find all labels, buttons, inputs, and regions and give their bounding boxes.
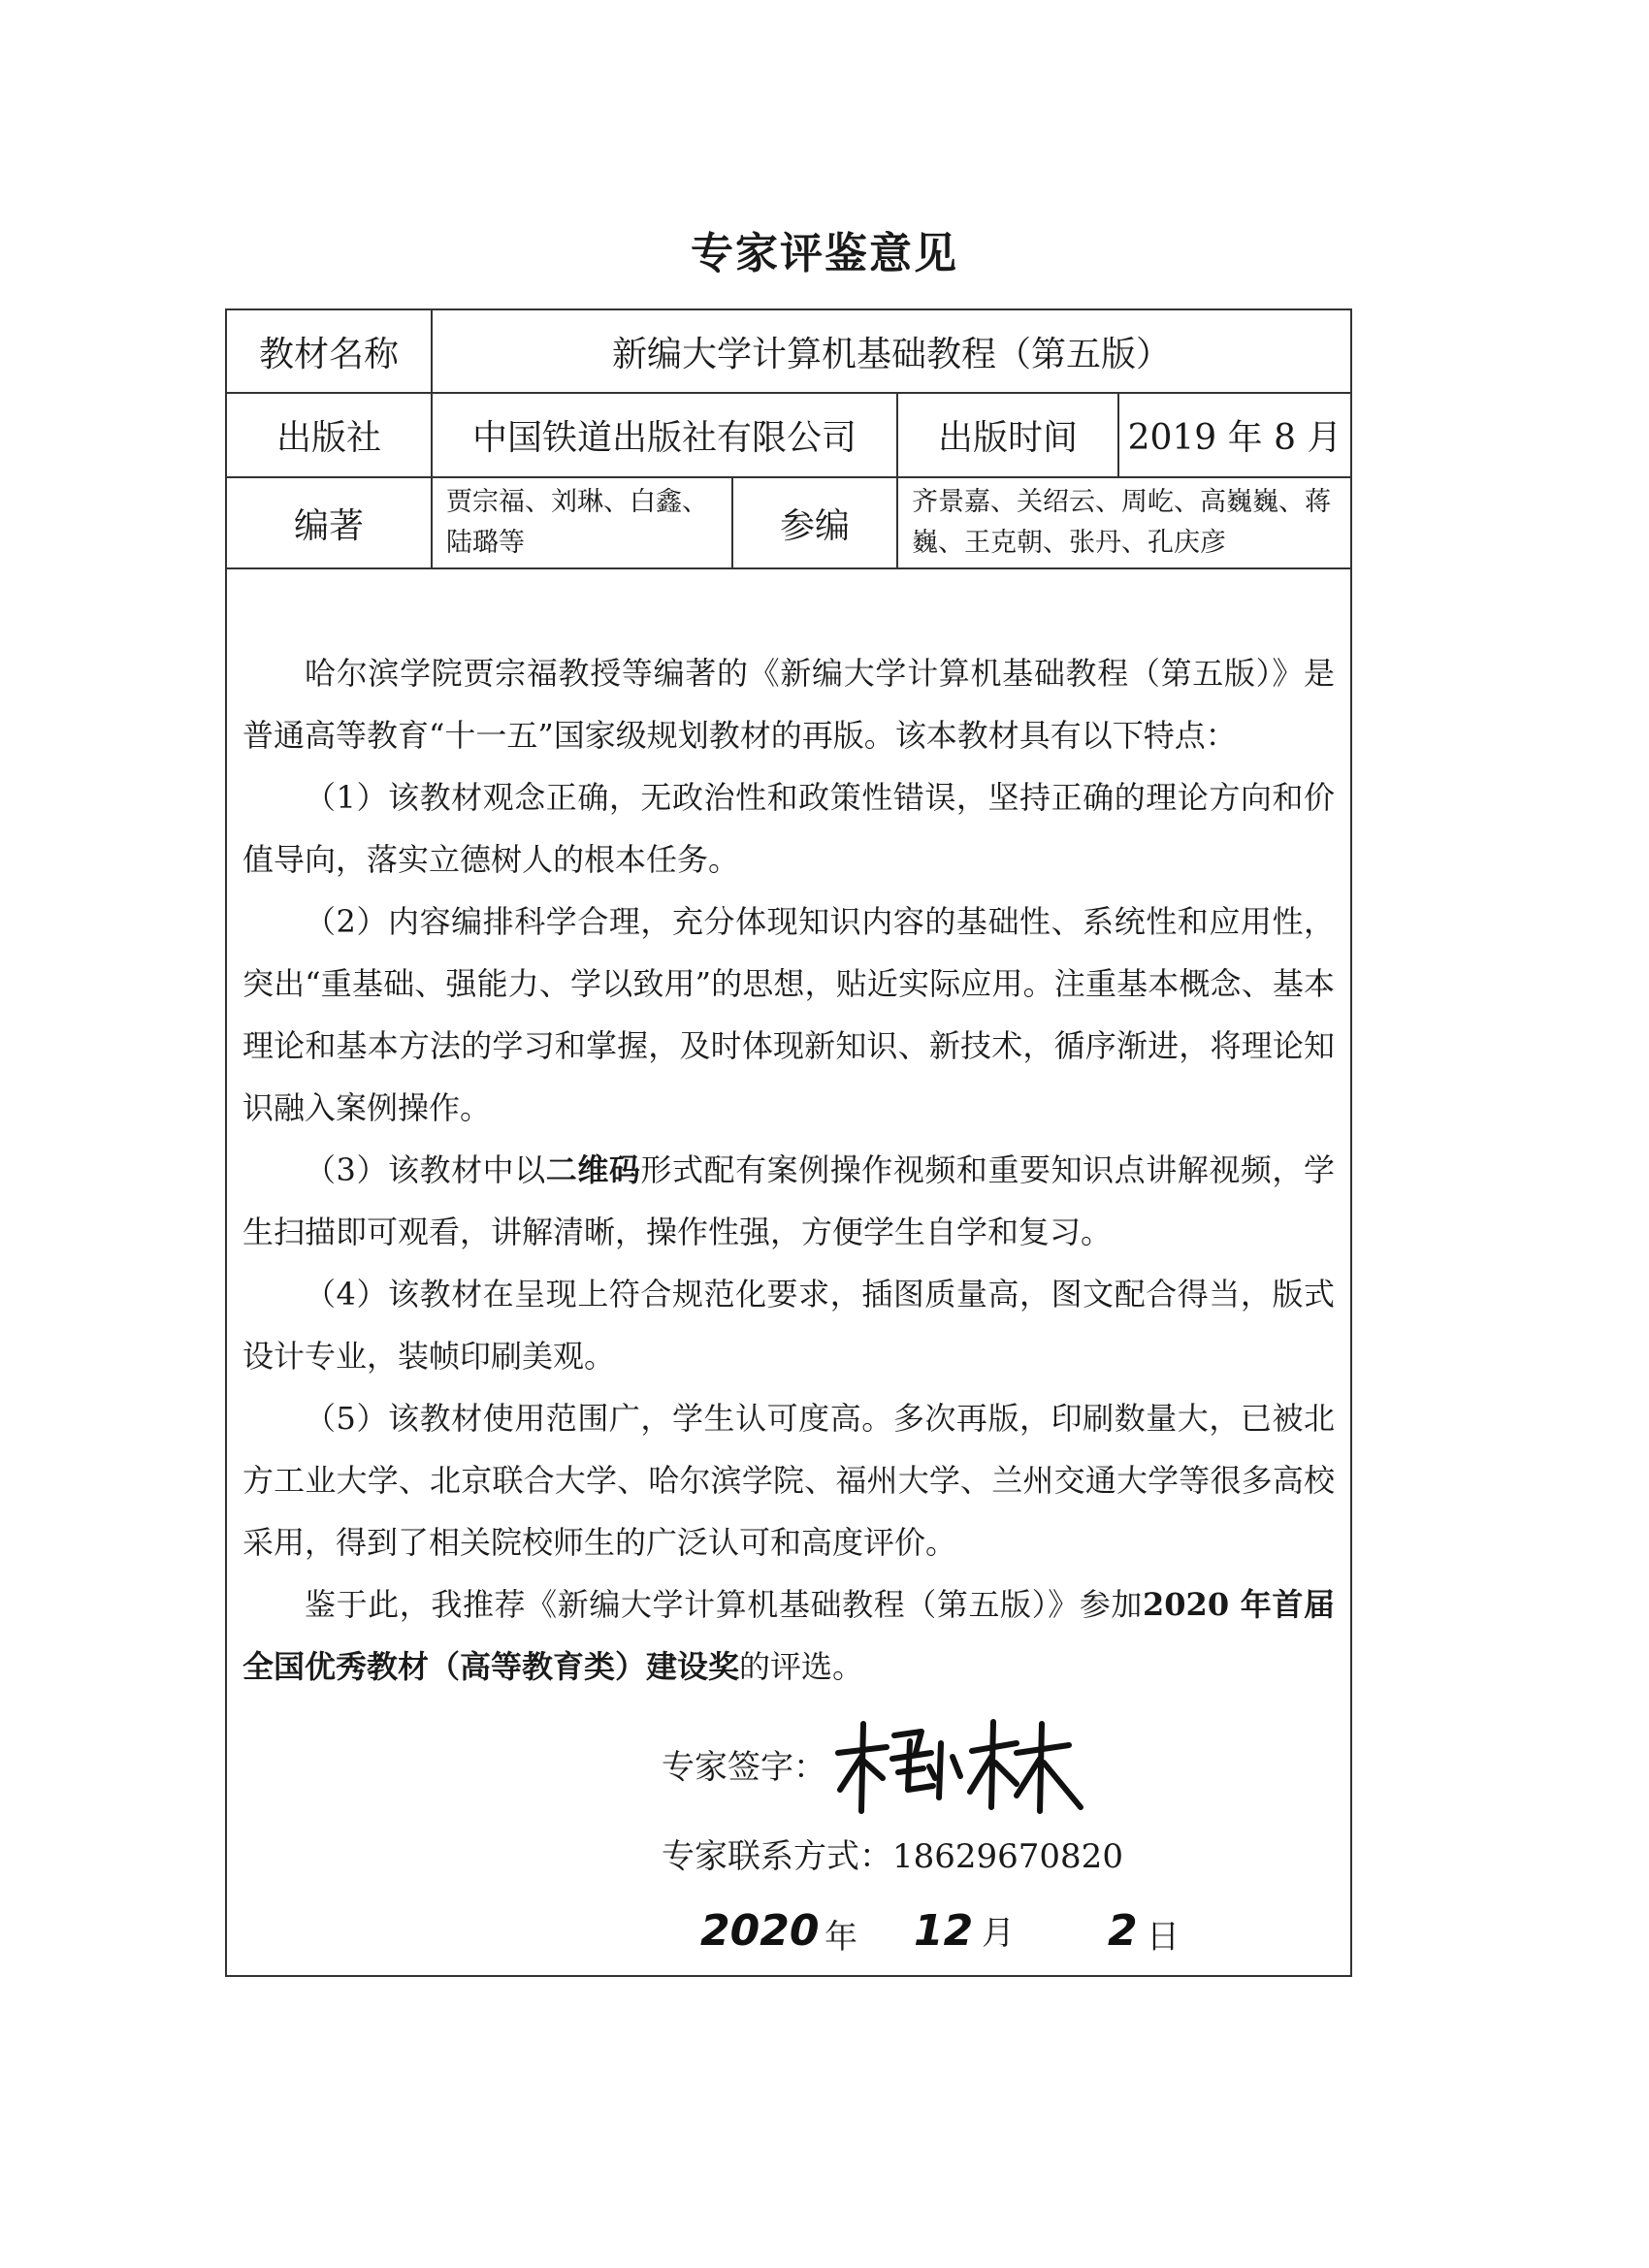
pubdate-value: 2019 年 8 月 [1118, 393, 1351, 477]
editors-value: 贾宗福、刘琳、白鑫、陆璐等 [432, 477, 732, 568]
textbook-name-label: 教材名称 [226, 309, 432, 393]
conclusion-award: 2020 年首届全国优秀教材（高等教育类）建设奖 [242, 1586, 1335, 1685]
opinion-cell [226, 568, 1351, 1976]
opinion-paragraph-2: （2）内容编排科学合理，充分体现知识内容的基础性、系统性和应用性，突出“重基础、强能力、学以致用”的思想，贴近实际应用。注重基本概念、基本理论和基本方法的学习和掌握，及时体现新知识、新技术，循序渐进，将理论知识融入案例操作。 [242, 903, 1336, 1126]
coeditors-value: 齐景嘉、关绍云、周屹、高巍巍、蒋巍、王克朝、张丹、孔庆彦 [897, 477, 1351, 568]
date-day-unit: 日 [1147, 1918, 1180, 1957]
row-opinion [226, 568, 1351, 1976]
opinion-paragraph-intro: 哈尔滨学院贾宗福教授等编著的《新编大学计算机基础教程（第五版）》是普通高等教育“十一五”国家级规划教材的再版。该本教材具有以下特点： [242, 655, 1336, 754]
signature-label: 专家签字： [662, 1748, 826, 1787]
opinion-paragraph-1: （1）该教材观念正确，无政治性和政策性错误，坚持正确的理论方向和价值导向，落实立德树人的根本任务。 [242, 779, 1336, 878]
opinion-paragraph-4: （4）该教材在呈现上符合规范化要求，插图质量高，图文配合得当，版式设计专业，装帧印刷美观。 [242, 1276, 1336, 1375]
signature-block [662, 1743, 1350, 1995]
opinion-paragraph-conclusion [242, 1573, 1335, 1698]
review-form-table [225, 308, 1352, 1977]
row-publisher [226, 393, 1351, 477]
conclusion-lead: 鉴于此，我推荐《新编大学计算机基础教程（第五版）》参加 [305, 1586, 1144, 1623]
row-textbook-name [226, 309, 1351, 393]
date-year-unit: 年 [824, 1918, 857, 1957]
paragraph-3-lead: （3）该教材中以 [305, 1151, 546, 1188]
textbook-name-value: 新编大学计算机基础教程（第五版） [432, 309, 1351, 393]
conclusion-rest: 的评选。 [739, 1648, 864, 1685]
paragraph-3-rest: 形式配有案例操作视频和重要知识点讲解视频，学生扫描即可观看，讲解清晰，操作性强，方便学生自学和复习。 [242, 1151, 1335, 1250]
date-day: 2 [1108, 1906, 1138, 1956]
date-month: 12 [914, 1906, 974, 1956]
contact-line [662, 1832, 1123, 1881]
handwritten-signature [826, 1714, 1088, 1821]
editors-label: 编著 [226, 477, 432, 568]
opinion-paragraph-3 [242, 1139, 1335, 1263]
coeditors-label: 参编 [732, 477, 897, 568]
opinion-text [242, 642, 1335, 1698]
pubdate-label: 出版时间 [897, 393, 1118, 477]
publisher-label: 出版社 [226, 393, 432, 477]
paragraph-3-emphasis: 二维码 [545, 1151, 641, 1188]
row-authors [226, 477, 1351, 568]
page-title: 专家评鉴意见 [691, 229, 958, 278]
date-month-unit: 月 [982, 1914, 1015, 1953]
date-year: 2020 [700, 1906, 820, 1956]
contact-phone: 18629670820 [892, 1837, 1123, 1876]
publisher-value: 中国铁道出版社有限公司 [432, 393, 897, 477]
opinion-paragraph-5: （5）该教材使用范围广，学生认可度高。多次再版，印刷数量大，已被北方工业大学、北京联合大学、哈尔滨学院、福州大学、兰州交通大学等很多高校采用，得到了相关院校师生的广泛认可和高度评价。 [242, 1400, 1336, 1561]
contact-label: 专家联系方式： [662, 1837, 892, 1876]
